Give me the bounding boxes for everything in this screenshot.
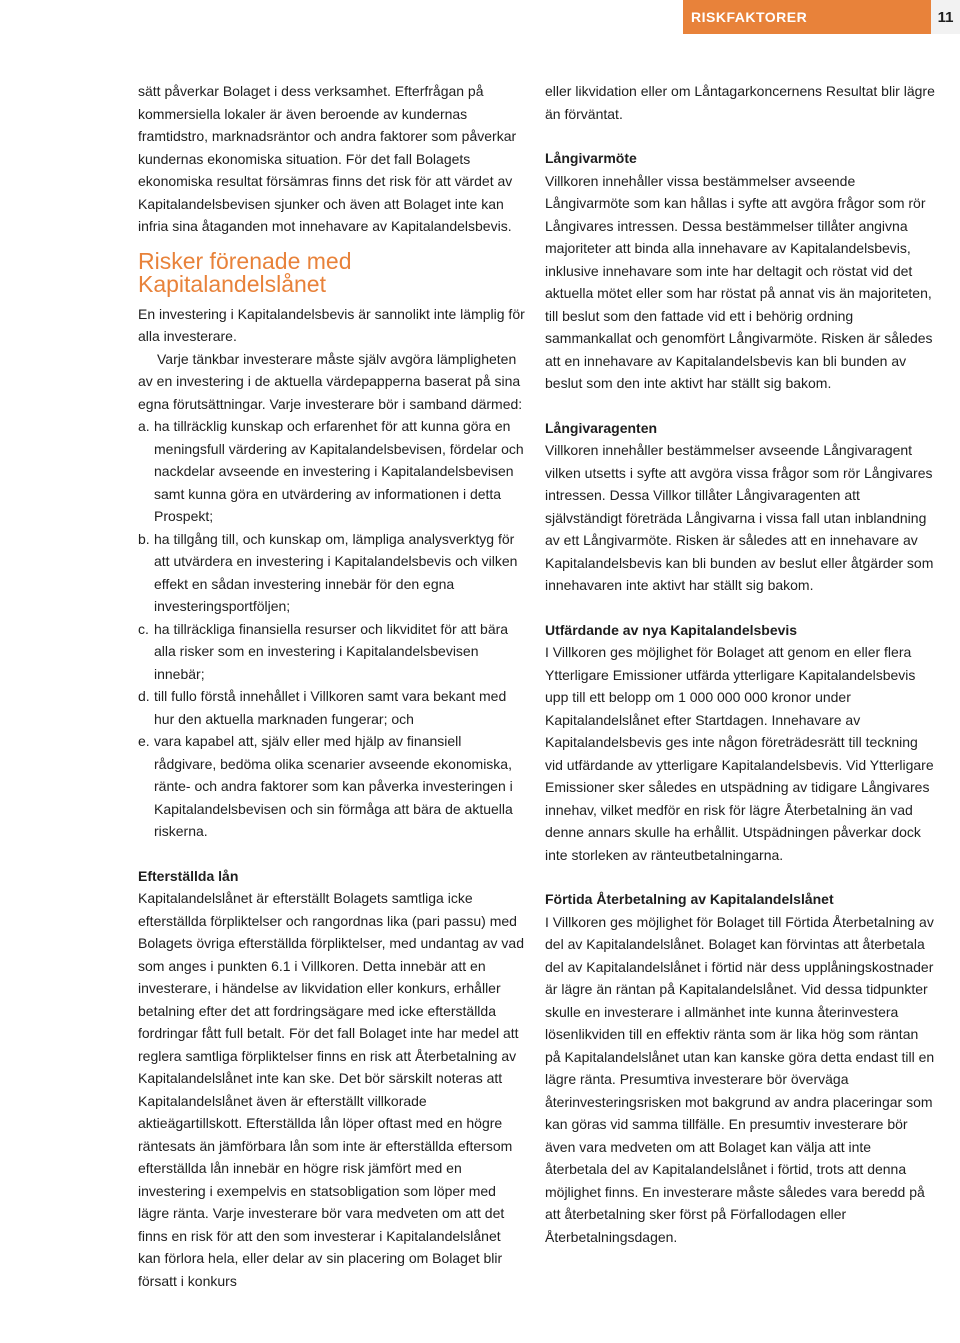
list-item-c — [138, 618, 525, 686]
paragraph: Villkoren innehåller vissa bestämmelser avseende Långivarmöte som kan hållas i syfte att avgöra frågor som rör Långivares intressen. Dessa bestämmelser tillåter angivna majoriteter att binda alla innehavare av Kapitalandelsbevis, inklusive innehavare som inte har deltagit och röstat vid det aktuella mötet eller som har röstat på annat vis än majoriteten, till beslut som den fattade vid ett i behörig ordning sammankallat och genomfört Långivarmöte. Risken är således att en innehavare av Kapitalandelsbevis kan bli bunden av beslut som den inte aktivt har ställt sig bakom. — [545, 172, 933, 391]
list-label: a. — [138, 418, 150, 434]
paragraph: I Villkoren ges möjlighet för Bolaget att genom en eller flera Ytterligare Emissioner utfärda ytterligare Kapitalandelsbevis upp till ett belopp om 1 000 000 000 kronor under Kapitalandelslånet efter Startdagen. Innehavare av Kapitalandelsbevis ges inte någon företrädesrätt till teckning vid utfärdande av ytterligare Kapitalandelsbevis. Vid Ytterligare Emissioner sker således en utspädning av tidigare Långivares innehav, vilket medför en risk för lägre Återbetalning än vad denne annars skulle ha erhållit. Utspädningen påverkar dock inte storleken av ränteutbetalningarna. — [545, 644, 934, 863]
list-label: e. — [138, 733, 150, 749]
list-text: ha tillgång till, och kunskap om, lämpliga analysverktyg för att utvärdera en investering i Kapitalandelsbevis och vilken effekt en sådan investering innebär för den egna investeringsportföljen; — [154, 530, 518, 614]
list-item-d — [138, 685, 525, 730]
subheading-langivaragenten: Långivaragenten — [545, 419, 658, 436]
list-label: b. — [138, 530, 150, 547]
paragraph: sätt påverkar Bolaget i dess verksamhet. Efterfrågan på kommersiella lokaler är även beroende av kundernas framtidstro, marknadsräntor och andra faktorer som påverkar kundernas ekonomiska situation. För det fall Bolagets ekonomiska resultat försämras finns det risk för att värdet av Kapitalandelsbevisen sjunker och även att Bolaget inte kan infria sina åtaganden mot innehavare av Kapitalandelsbevis. — [138, 83, 517, 234]
list-label: c. — [138, 620, 149, 637]
list-item-a — [138, 415, 525, 528]
list-text: ha tillräcklig kunskap och erfarenhet för att kunna göra en meningsfull värdering av Kapitalandelsbevisen, fördelar och nackdelar avseende en investering i Kapitalandelsbevisen samt kunna göra en utvärdering av informationen i detta Prospekt; — [154, 418, 524, 524]
list-text: vara kapabel att, själv eller med hjälp av finansiell rådgivare, bedöma olika scenarier avseende ekonomiska, ränte- och andra faktorer som kan påverka investeringen i Kapitalandelsbevisen och sin förmåga att bära de aktuella riskerna. — [154, 733, 513, 839]
list-text: till fullo förstå innehållet i Villkoren samt vara bekant med hur den aktuella marknaden fungerar; och — [154, 688, 507, 727]
page-number: 11 — [931, 0, 960, 34]
list-label: d. — [138, 688, 150, 704]
subheading-efterstallda-lan: Efterställda lån — [138, 867, 239, 884]
section-heading: Risker förenade med Kapitalandelslånet — [138, 247, 352, 297]
paragraph: eller likvidation eller om Låntagarkoncernens Resultat blir lägre än förväntat. — [545, 83, 935, 122]
paragraph: Kapitalandelslånet är efterställt Bolagets samtliga icke efterställda förpliktelser och rangordnas lika (pari passu) med Bolagets övriga efterställda förpliktelser, med undantag av vad som anges i punkten 6.1 i Villkoren. Detta innebär att en investerare, i händelse av likvidation eller konkurs, erhåller betalning efter det att fordringsägare med icke efterställda fordringar fått full betalt. För det fall Bolaget inte har medel att reglera samtliga förpliktelser finns en risk att Återbetalning av Kapitalandelslånet inte kan ske. Det bör särskilt noteras att Kapitalandelslånet även är efterställt villkorade aktieägartillskott. Efterställda lån löper oftast med en högre räntesats än jämförbara lån som inte är efterställda eftersom efterställda lån innebär en högre risk jämfört med en investering i exempelvis en statsobligation som löper med lägre ränta. Varje investerare bör vara medveten om att det finns en risk för att den som investerar i Kapitalandelslånet kan förlora hela, eller delar av sin placering om Bolaget blir försatt i konkurs — [138, 890, 525, 1289]
paragraph: I Villkoren ges möjlighet för Bolaget till Förtida Återbetalning av del av Kapitalandelslånet. Bolaget kan förvintas att återbetala del av Kapitalandelslånet i förtid när dess upplåningskostnader är lägre än räntan på Kapitalandelslånet. Vid dessa tidpunkter skulle en investerare i allmänhet inte kunna återinvestera lösenlikviden till en effektiv ränta som är lika hög som räntan på Kapitalandelslånet utan kan kanske göra detta endast till en lägre ränta. Presumtiva investerare bör överväga återinvesteringsrisken mot bakgrund av andra placeringar som kan göras vid samma tillfälle. En presumtiv investerare bör även vara medveten om att Bolaget kan välja att inte återbetala del av Kapitalandelslånet i förtid, trots att denna möjlighet finns. En investerare måste således vara beredd på att återbetalning sker först på Förfallodagen eller Återbetalningsdagen. — [545, 913, 935, 1245]
subheading-fortida-aterbetalning: Förtida Återbetalning av Kapitalandelslånet — [545, 891, 834, 907]
subheading-langivarmote: Långivarmöte — [545, 150, 637, 166]
section-title-tab — [683, 0, 931, 34]
subheading-utfardande: Utfärdande av nya Kapitalandelsbevis — [545, 621, 798, 638]
section-intro: En investering i Kapitalandelsbevis är sannolikt inte lämplig för alla investerare. — [138, 305, 525, 344]
list-item-b — [138, 528, 525, 618]
list-text: ha tillräckliga finansiella resurser och likviditet för att bära alla risker som en investering i Kapitalandelsbevisen innebär; — [154, 620, 509, 682]
section-paragraph: Varje tänkbar investerare måste själv avgöra lämpligheten av en investering i de aktuella värdepapperna baserat på sina egna förutsättningar. Varje investerare bör i samband därmed: — [138, 350, 523, 412]
right-column — [545, 80, 935, 1248]
left-column — [138, 80, 525, 1292]
paragraph: Villkoren innehåller bestämmelser avseende Långivaragent vilken utsetts i syfte att avgöra vissa frågor som rör Långivares intressen. Dessa Villkor tillåter Långivaragenten att självständigt företräda Långivarna i vissa fall utan inblandning av ett Långivarmöte. Risken är således att en innehavare av Kapitalandelsbevis kan bli bunden av beslut eller åtgärder som innehavaren inte aktivt har ställt sig bakom. — [545, 442, 934, 593]
section-title: RISKFAKTORER — [691, 9, 808, 25]
requirements-list — [138, 415, 525, 843]
list-item-e — [138, 730, 525, 843]
